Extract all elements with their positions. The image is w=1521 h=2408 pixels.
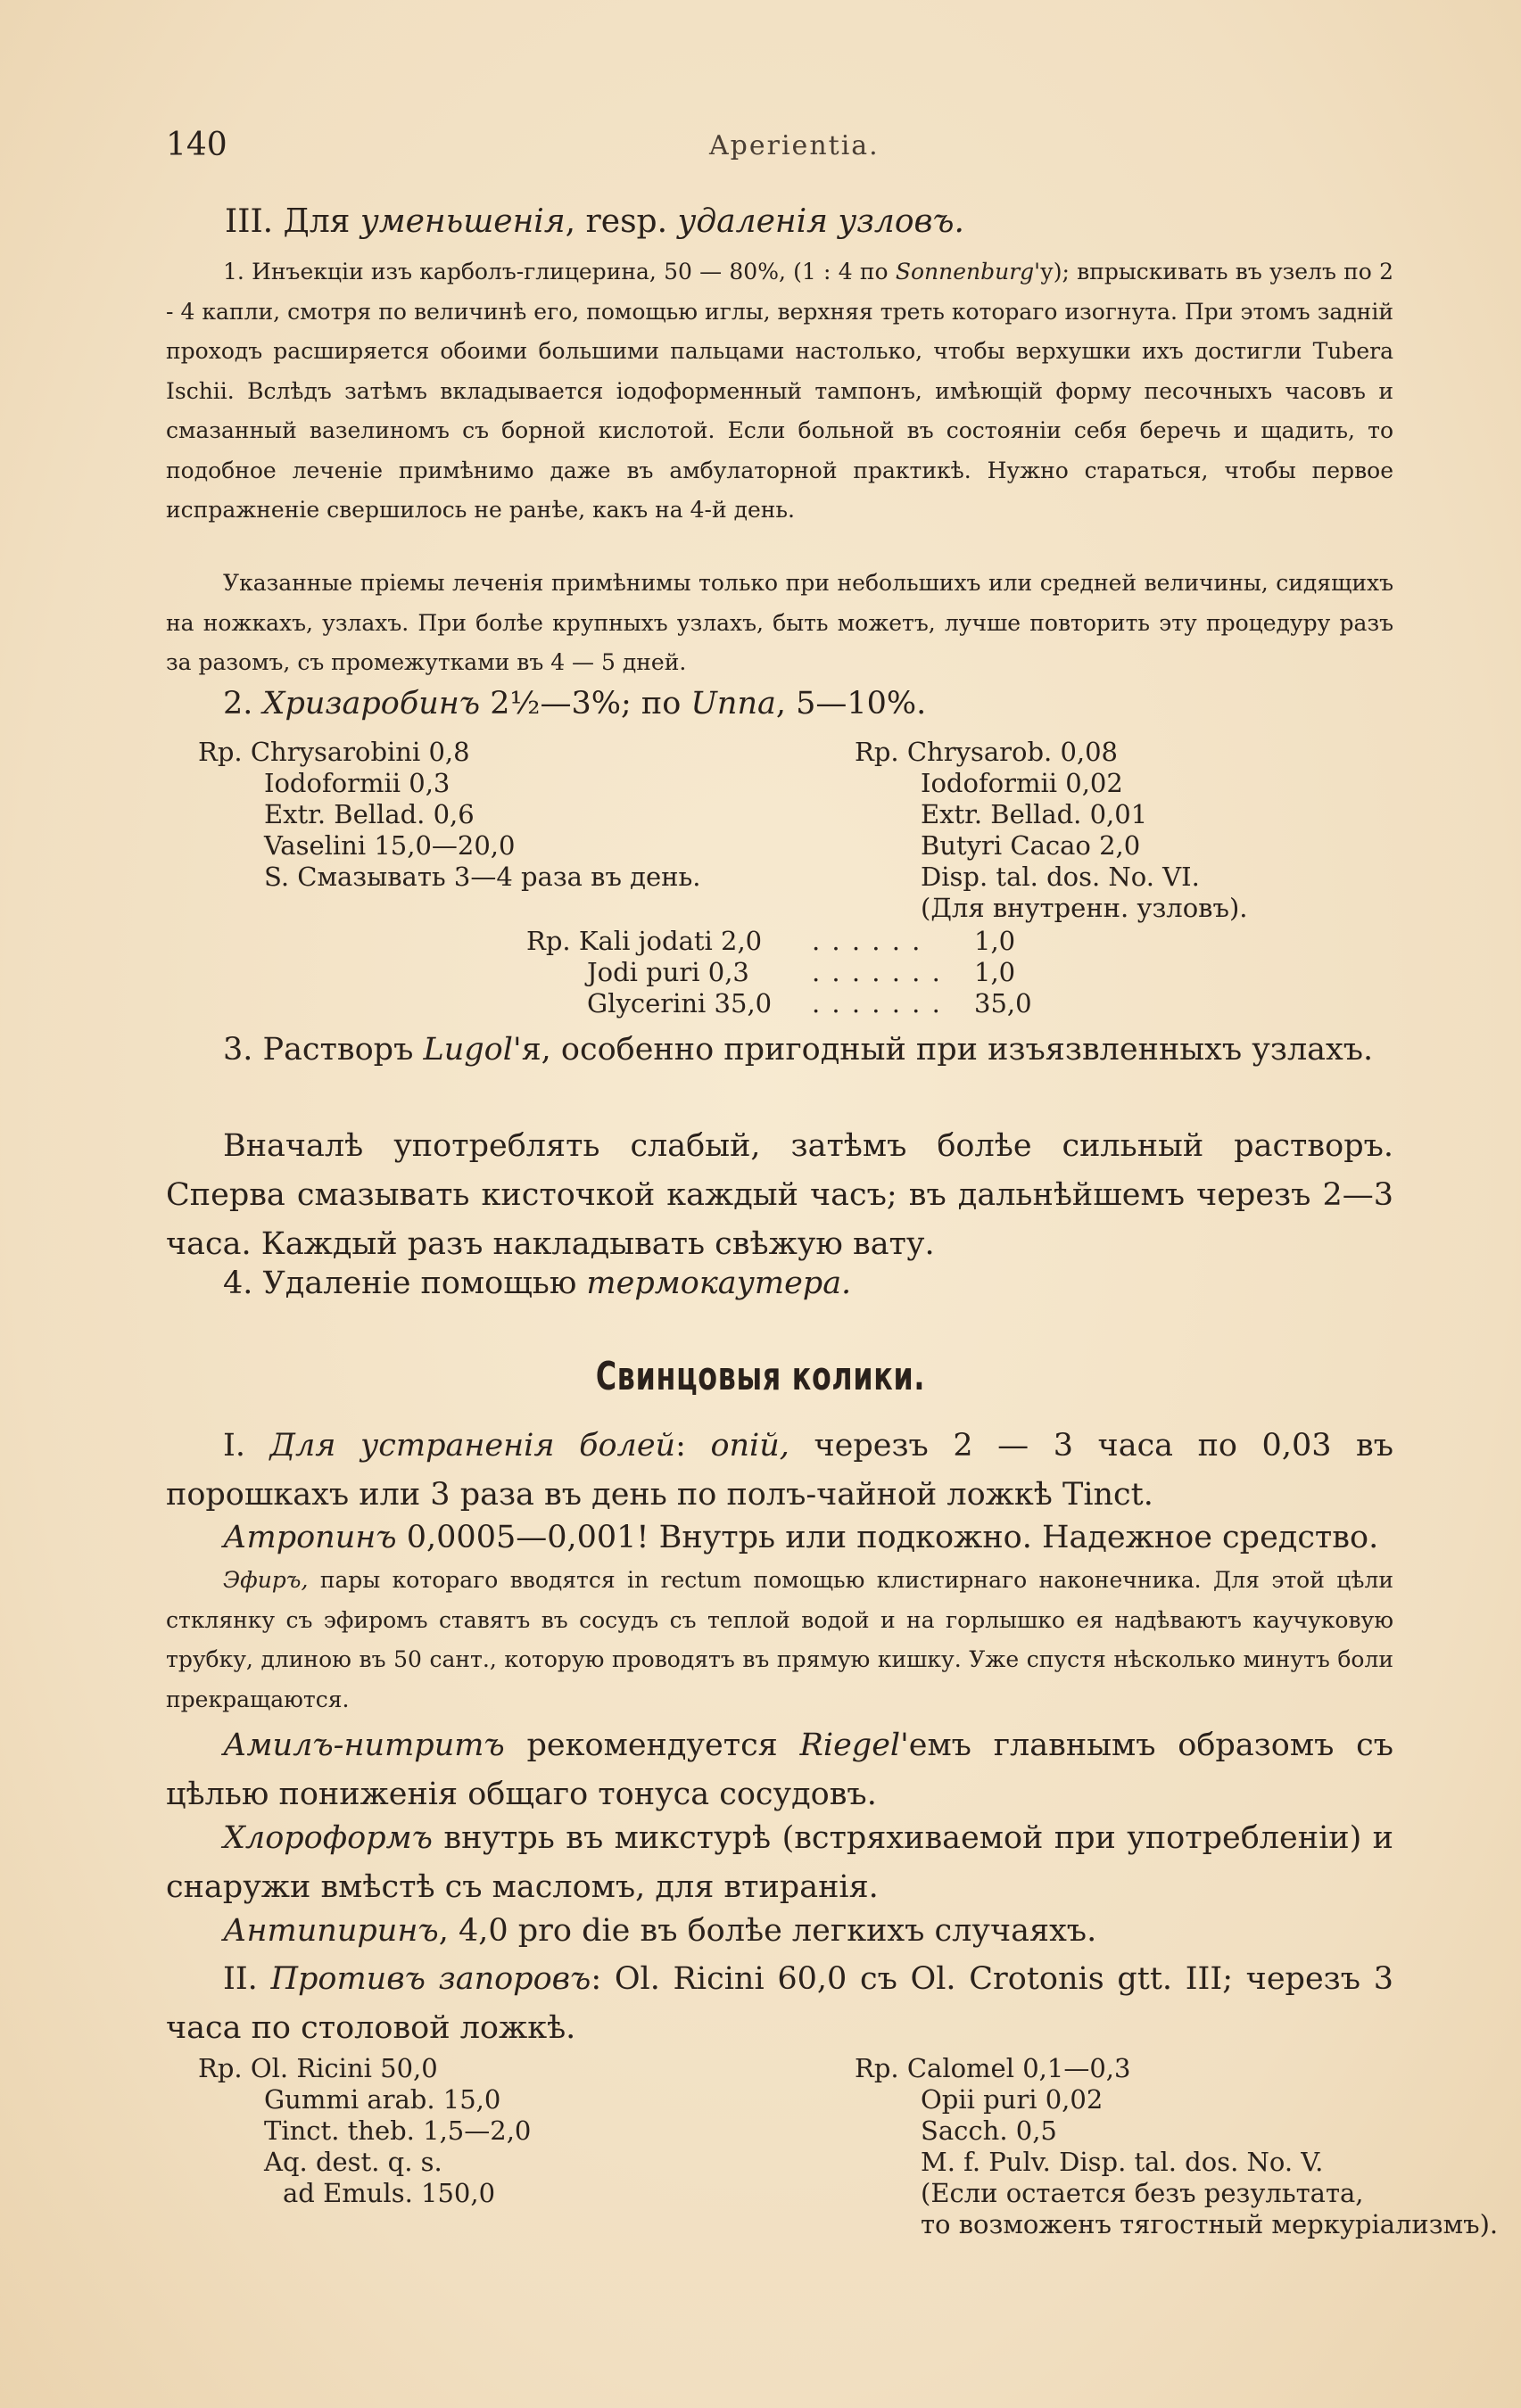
rx-line: ad Emuls. 150,0	[283, 2178, 496, 2208]
colic-para-4: Амилъ-нитритъ рекомендуется Riegel'емъ главнымъ образомъ съ цѣлью пониженія общаго тонуса сосудовъ.	[166, 1728, 1393, 1812]
prescription-ointment	[198, 737, 701, 893]
rx-line: Vaselini 15,0—20,0	[264, 830, 516, 861]
rx-line: S. Смазывать 3—4 раза въ день.	[264, 862, 701, 892]
rx-line: Extr. Bellad. 0,01	[921, 799, 1148, 829]
rx-line: Sacch. 0,5	[921, 2115, 1057, 2146]
rx-line: Rp. Chrysarob. 0,08	[855, 737, 1119, 767]
prescription-iodine	[526, 926, 1032, 1019]
rx-line: (Если остается безъ результата,	[921, 2178, 1364, 2208]
rx-line: Gummi arab. 15,0	[264, 2084, 501, 2115]
rx-line: Disp. tal. dos. No. VI.	[921, 862, 1200, 892]
colic-para-5: Хлороформъ внутрь въ микстурѣ (встряхиваемой при употребленіи) и снаружи вмѣстѣ съ масломъ, для втиранія.	[166, 1820, 1393, 1905]
rx-row: Jodi puri 0,3 . . . . . . . 1,0	[587, 957, 1016, 987]
rx-line: Iodoformii 0,3	[264, 768, 451, 798]
rx-line: Iodoformii 0,02	[921, 768, 1123, 798]
section-heading: III. Для уменьшенія, resp. удаленія узловъ.	[225, 203, 964, 240]
rx-line: (Для внутренн. узловъ).	[921, 893, 1248, 923]
rx-line: Rp. Calomel 0,1—0,3	[855, 2053, 1131, 2083]
item-3-paragraph: 3. Растворъ Lugol'я, особенно пригодный при изъязвленныхъ узлахъ.	[223, 1032, 1374, 1068]
lead-colic-heading: Свинцовыя колики.	[595, 1354, 926, 1399]
prescription-emulsion	[198, 2053, 531, 2209]
prescription-suppository	[855, 737, 1247, 924]
rx-line: то возможенъ тягостный меркуріализмъ).	[921, 2209, 1499, 2239]
colic-para-6: Антипиринъ, 4,0 pro die въ болѣе легкихъ случаяхъ.	[223, 1913, 1097, 1949]
rx-line: Rp. Chrysarobini 0,8	[198, 737, 470, 767]
item-3-note: Вначалѣ употреблять слабый, затѣмъ болѣе сильный растворъ. Сперва смазывать кисточкой каждый часъ; въ дальнѣйшемъ черезъ 2—3 часа. Каждый разъ накладывать свѣжую вату.	[166, 1128, 1393, 1262]
colic-para-3: Эфиръ, пары котораго вводятся in rectum помощью клистирнаго наконечника. Для этой цѣли стклянку съ эфиромъ ставятъ въ сосудъ съ теплой водой и на горлышко ея надѣваютъ каучуковую трубку, длиною въ 50 сант., которую проводятъ въ прямую кишку. Уже спустя нѣсколько минутъ боли прекращаются.	[166, 1567, 1393, 1712]
rx-line: Aq. dest. q. s.	[264, 2147, 442, 2177]
rx-line: M. f. Pulv. Disp. tal. dos. No. V.	[921, 2147, 1324, 2177]
colic-para-1: I. Для устраненія болей: опій, черезъ 2 — 3 часа по 0,03 въ порошкахъ или 3 раза въ день по полъ-чайной ложкѣ Tinct.	[166, 1428, 1394, 1513]
rx-line: Butyri Cacao 2,0	[921, 830, 1141, 861]
item-1-paragraph: 1. Инъекціи изъ карболъ-глицерина, 50 — 80%, (1 : 4 по Sonnenburg'у); впрыскивать въ узелъ по 2 - 4 капли, смотря по величинѣ его, помощью иглы, верхняя треть котораго изогнута. При этомъ задній проходъ расширяется обоими большими пальцами настолько, чтобы верхушки ихъ достигли Tubera Ischii. Вслѣдъ затѣмъ вкладывается іодоформенный тампонъ, имѣющій форму песочныхъ часовъ и смазанный вазелиномъ съ борной кислотой. Если больной въ состояніи себя беречь и щадить, то подобное леченіе примѣнимо даже въ амбулаторной практикѣ. Нужно стараться, чтобы первое испражненіе свершилось не ранѣе, какъ на 4-й день.	[166, 259, 1393, 523]
running-title: Aperientia.	[709, 130, 880, 161]
item-2-heading: 2. Хризаробинъ 2½—3%; по Unna, 5—10%.	[223, 686, 927, 722]
rx-line: Tinct. theb. 1,5—2,0	[264, 2115, 532, 2146]
rx-line: Extr. Bellad. 0,6	[264, 799, 475, 829]
item-1-note: Указанные пріемы леченія примѣнимы только при небольшихъ или средней величины, сидящихъ на ножкахъ, узлахъ. При болѣе крупныхъ узлахъ, быть можетъ, лучше повторить эту процедуру разъ за разомъ, съ промежутками въ 4 — 5 дней.	[166, 570, 1393, 675]
rx-line: Rp. Ol. Ricini 50,0	[198, 2053, 438, 2083]
prescription-calomel	[855, 2053, 1498, 2240]
rx-row: Glycerini 35,0 . . . . . . . 35,0	[587, 988, 1032, 1018]
colic-para-7: II. Противъ запоровъ: Ol. Ricini 60,0 съ Ol. Crotonis gtt. III; черезъ 3 часа по столовой ложкѣ.	[166, 1961, 1393, 2046]
colic-para-2: Атропинъ 0,0005—0,001! Внутрь или подкожно. Надежное средство.	[223, 1520, 1379, 1555]
rx-line: Opii puri 0,02	[921, 2084, 1104, 2115]
page-number: 140	[166, 127, 227, 163]
rx-row: Rp. Kali jodati 2,0 . . . . . . 1,0	[526, 926, 1016, 956]
item-4: 4. Удаленіе помощью термокаутера.	[223, 1266, 852, 1301]
